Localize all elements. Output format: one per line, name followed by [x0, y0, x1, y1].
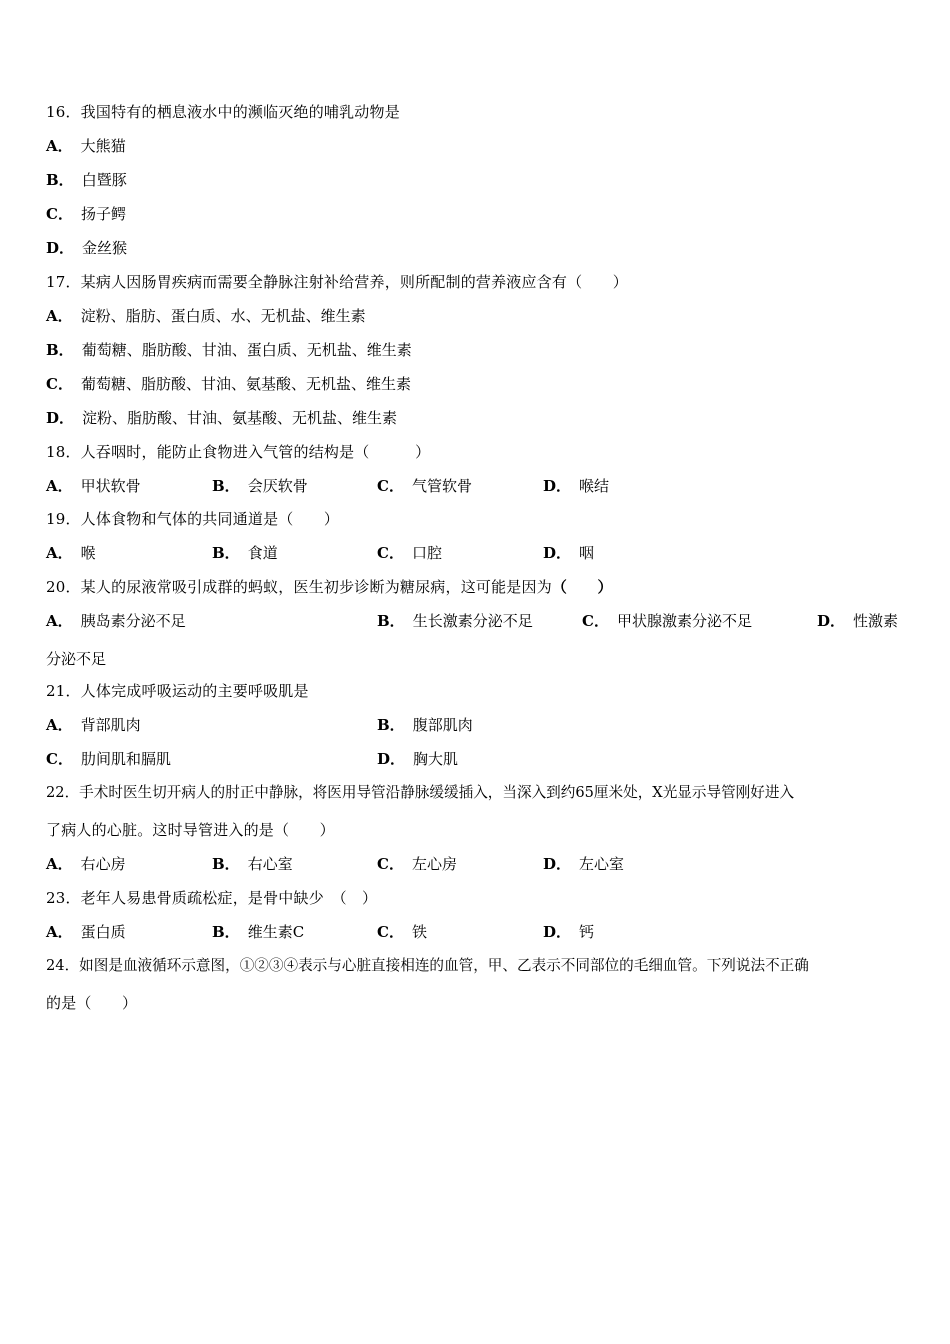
- question-18-stem: 18．人吞咽时，能防止食物进入气管的结构是（ ）: [46, 443, 431, 461]
- question-22-option-c: [377, 854, 457, 874]
- question-17-option-b: [46, 340, 412, 360]
- question-18-option-d: [543, 476, 609, 496]
- question-21-option-b: [377, 715, 473, 735]
- option-text: 白暨豚: [81, 171, 127, 189]
- option-text: 背部肌肉: [80, 716, 141, 734]
- question-20-stem: [46, 577, 613, 597]
- question-24-stem: 24．如图是血液循环示意图，①②③④表示与心脏直接相连的血管，甲、乙表示不同部位的毛细血管。下列说法不正确: [46, 957, 809, 974]
- question-16-stem: 16．我国特有的栖息液水中的濒临灭绝的哺乳动物是: [46, 103, 400, 121]
- option-text: 蛋白质: [80, 923, 126, 941]
- option-label: D．: [46, 239, 75, 257]
- option-label: B．: [377, 716, 405, 734]
- option-text: 左心房: [411, 855, 457, 873]
- question-18-option-a: [46, 476, 141, 496]
- option-label: C．: [377, 544, 404, 562]
- question-16-option-b: [46, 170, 127, 190]
- option-label: B．: [46, 341, 74, 359]
- option-text: 甲状腺激素分泌不足: [616, 612, 752, 630]
- option-label: A．: [46, 477, 73, 495]
- option-label: C．: [46, 205, 73, 223]
- option-text: 气管软骨: [411, 477, 472, 495]
- question-23-stem: 23．老年人易患骨质疏松症，是骨中缺少 （ ）: [46, 889, 378, 907]
- option-text: 腹部肌肉: [412, 716, 473, 734]
- option-label: B．: [377, 612, 405, 630]
- option-label: B．: [212, 855, 240, 873]
- option-label: A．: [46, 307, 73, 325]
- question-16-option-d: [46, 238, 127, 258]
- option-label: B．: [212, 544, 240, 562]
- option-label: B．: [212, 923, 240, 941]
- option-label: A．: [46, 544, 73, 562]
- question-21-stem: 21．人体完成呼吸运动的主要呼吸肌是: [46, 682, 309, 700]
- option-label: D．: [543, 544, 572, 562]
- question-19-option-a: [46, 543, 96, 563]
- option-text: 右心室: [247, 855, 293, 873]
- option-label: A．: [46, 855, 73, 873]
- question-20-option-d: [817, 611, 898, 631]
- question-23-option-a: [46, 922, 126, 942]
- question-23-option-b: [212, 922, 304, 942]
- option-text: 生长激素分泌不足: [412, 612, 533, 630]
- option-text: 扬子鳄: [80, 205, 126, 223]
- question-22-option-d: [543, 854, 624, 874]
- option-text: 淀粉、脂肪、蛋白质、水、无机盐、维生素: [80, 307, 366, 325]
- option-text: 葡萄糖、脂肪酸、甘油、氨基酸、无机盐、维生素: [80, 375, 411, 393]
- question-19-option-d: [543, 543, 594, 563]
- option-label: C．: [377, 923, 404, 941]
- option-label: D．: [817, 612, 846, 630]
- option-text: 肋间肌和膈肌: [80, 750, 171, 768]
- option-text: 会厌软骨: [247, 477, 308, 495]
- question-19-option-c: [377, 543, 442, 563]
- question-20-option-a: [46, 611, 186, 631]
- question-24-stem-continued: 的是（ ）: [46, 994, 138, 1012]
- question-22-option-a: [46, 854, 126, 874]
- question-18-option-c: [377, 476, 472, 496]
- option-text: 淀粉、脂肪酸、甘油、氨基酸、无机盐、维生素: [82, 409, 398, 427]
- option-text: 咽: [579, 544, 595, 562]
- question-16-option-a: [46, 136, 126, 156]
- option-label: D．: [377, 750, 406, 768]
- option-text: 金丝猴: [82, 239, 128, 257]
- option-text: 钙: [579, 923, 595, 941]
- option-text: 维生素C: [247, 923, 305, 941]
- option-label: D．: [543, 477, 572, 495]
- option-label: B．: [46, 171, 74, 189]
- option-text: 喉: [80, 544, 96, 562]
- option-label: B．: [212, 477, 240, 495]
- question-18-option-b: [212, 476, 308, 496]
- option-label: D．: [46, 409, 75, 427]
- option-label: A．: [46, 923, 73, 941]
- option-text: 胸大肌: [413, 750, 459, 768]
- option-label: D．: [543, 923, 572, 941]
- option-text: 左心室: [579, 855, 625, 873]
- question-20-option-d-wrap: 分泌不足: [46, 650, 107, 668]
- question-20-stem-text: 20．某人的尿液常吸引成群的蚂蚁，医生初步诊断为糖尿病，这可能是因为: [46, 578, 552, 596]
- option-text: 食道: [247, 544, 278, 562]
- question-23-option-d: [543, 922, 594, 942]
- option-text: 甲状软骨: [80, 477, 141, 495]
- option-label: A．: [46, 137, 73, 155]
- question-16-option-c: [46, 204, 126, 224]
- question-23-option-c: [377, 922, 427, 942]
- question-19-stem: 19．人体食物和气体的共同通道是（ ）: [46, 510, 340, 528]
- option-label: C．: [46, 750, 73, 768]
- option-label: C．: [46, 375, 73, 393]
- question-19-option-b: [212, 543, 278, 563]
- question-20-option-b: [377, 611, 533, 631]
- question-22-option-b: [212, 854, 293, 874]
- question-17-option-a: [46, 306, 366, 326]
- option-label: C．: [377, 855, 404, 873]
- question-22-stem: 22．手术时医生切开病人的肘正中静脉，将医用导管沿静脉缓缓插入，当深入到约65厘米处，X光显示导管刚好进入: [46, 784, 795, 801]
- option-text: 葡萄糖、脂肪酸、甘油、蛋白质、无机盐、维生素: [81, 341, 412, 359]
- option-text: 右心房: [80, 855, 126, 873]
- question-21-option-c: [46, 749, 171, 769]
- question-17-option-d: [46, 408, 397, 428]
- question-21-option-a: [46, 715, 141, 735]
- option-label: C．: [582, 612, 609, 630]
- question-22-stem-continued: 了病人的心脏。这时导管进入的是（ ）: [46, 821, 335, 839]
- option-label: C．: [377, 477, 404, 495]
- option-text: 口腔: [411, 544, 442, 562]
- option-label: A．: [46, 716, 73, 734]
- option-label: D．: [543, 855, 572, 873]
- option-text: 胰岛素分泌不足: [80, 612, 186, 630]
- answer-parentheses: （ ）: [551, 578, 613, 596]
- option-text: 性激素: [853, 612, 899, 630]
- option-label: A．: [46, 612, 73, 630]
- option-text: 大熊猫: [80, 137, 126, 155]
- question-17-stem: 17．某病人因肠胃疾病而需要全静脉注射补给营养，则所配制的营养液应含有（ ）: [46, 273, 628, 291]
- option-text: 喉结: [579, 477, 610, 495]
- question-21-option-d: [377, 749, 458, 769]
- question-20-option-c: [582, 611, 752, 631]
- option-text: 铁: [411, 923, 427, 941]
- question-17-option-c: [46, 374, 411, 394]
